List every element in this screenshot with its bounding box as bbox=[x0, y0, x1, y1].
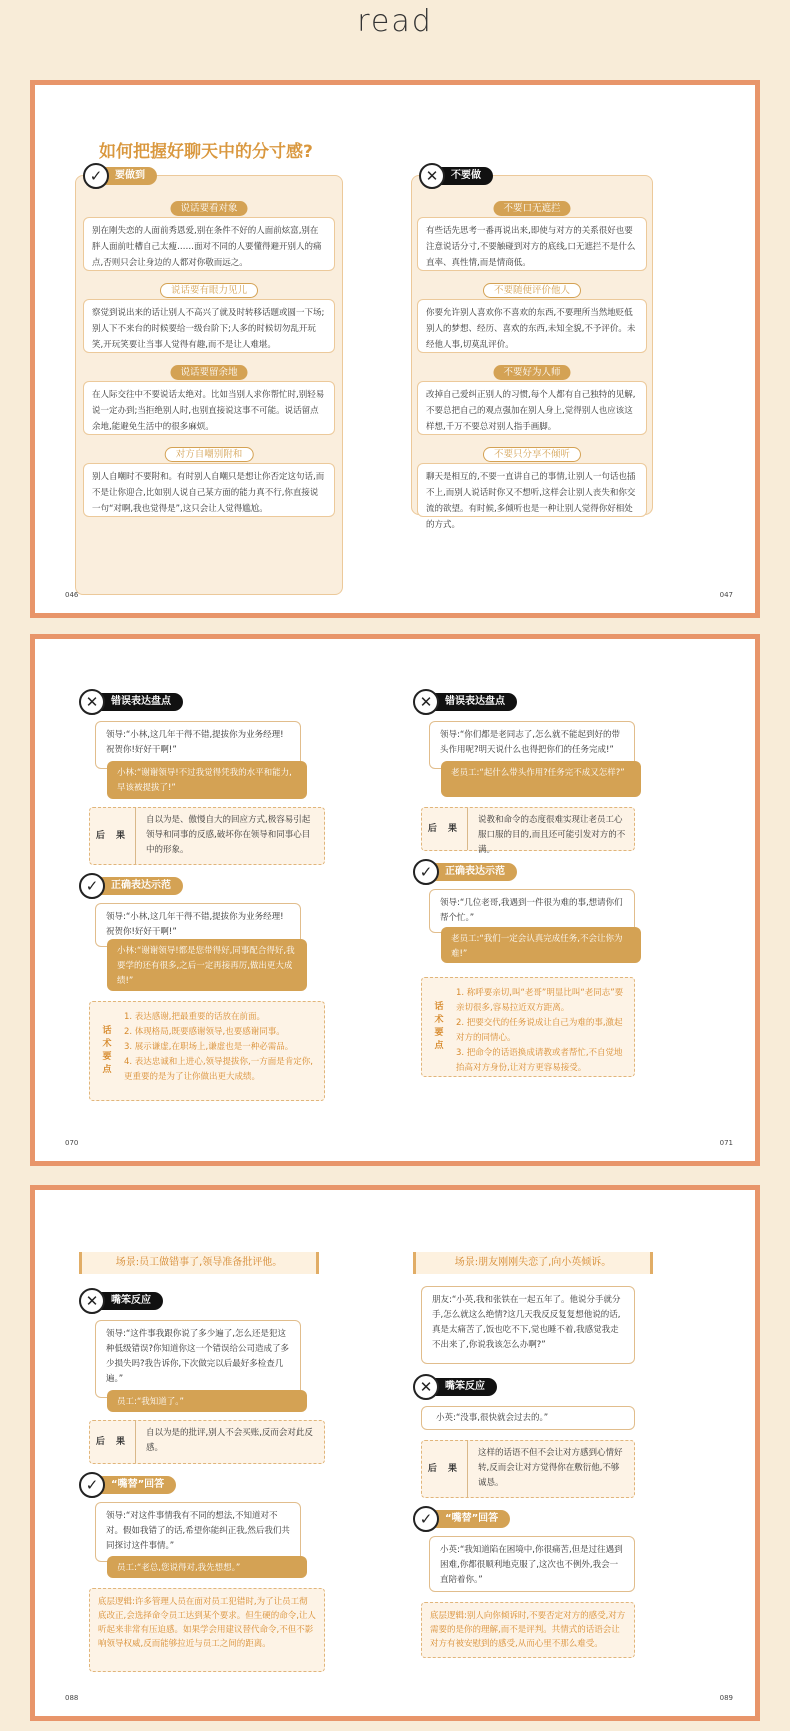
page-number: 071 bbox=[719, 1139, 733, 1147]
sub-heading: 说话要看对象 bbox=[170, 201, 247, 216]
page-title: 如何把握好聊天中的分寸感? bbox=[99, 142, 313, 162]
sub-heading: 说话要留余地 bbox=[170, 365, 247, 380]
logic-box: 底层逻辑:许多管理人员在面对员工犯错时,为了让员工彻底改正,会选择命令员工达到某个要求。但生硬的命令,让人听起来非常有压迫感。如果学会用建议替代命令,不但不影响领导权威,反而能够拉近与员工之间的距离。 bbox=[89, 1588, 325, 1672]
cross-icon: ✕ bbox=[413, 689, 439, 715]
consequence-box bbox=[421, 1440, 635, 1498]
check-icon: ✓ bbox=[413, 859, 439, 885]
check-icon: ✓ bbox=[79, 873, 105, 899]
badge-label: 正确表达示范 bbox=[427, 863, 517, 881]
sub-heading: 不要口无遮拦 bbox=[493, 201, 570, 216]
friend-intro: 朋友:“小英,我和张铁在一起五年了。他说分手就分手,怎么就这么绝情?这几天我反反复复想他说的话,真是太痛苦了,饭也吃不下,觉也睡不着,我感觉我走不出来了,你说我该怎么办啊?” bbox=[421, 1286, 635, 1364]
wrong-badge bbox=[413, 691, 517, 713]
consequence-box bbox=[89, 1420, 325, 1464]
scene-label: 场景: bbox=[115, 1257, 140, 1268]
tips-label: 话术要点 bbox=[102, 1026, 112, 1075]
cross-icon: ✕ bbox=[413, 1374, 439, 1400]
dialog-reply: 小林:“谢谢领导!都是您带得好,同事配合得好,我要学的还有很多,之后一定再接再厉,做出更大成绩!” bbox=[107, 939, 307, 991]
text-box: 聊天是相互的,不要一直讲自己的事情,让别人一句话也插不上,而别人说话时你又不想听,这样会让别人丧失和你交流的欲望。有时候,多倾听也是一种让别人觉得你好相处的方式。 bbox=[417, 463, 647, 517]
sub-heading: 不要好为人师 bbox=[493, 365, 570, 380]
dialog-reply: 员工:“老总,您说得对,我先想想。” bbox=[107, 1556, 307, 1578]
check-icon: ✓ bbox=[79, 1472, 105, 1498]
dialog-reply: 小英:“没事,很快就会过去的。” bbox=[421, 1406, 635, 1430]
text-box: 在人际交往中不要说话太绝对。比如当别人求你帮忙时,别轻易说一定办到;当拒绝别人时,也别直接说这事不可能。说话留点余地,能避免生活中的很多麻烦。 bbox=[83, 381, 335, 435]
page-046 bbox=[35, 85, 399, 613]
dialog-lead: 领导:“对这件事情我有不同的想法,不知道对不对。假如我错了的话,希望你能纠正我,然后我们共同探讨这件事情。” bbox=[95, 1502, 301, 1562]
spread-2 bbox=[30, 634, 760, 1166]
badge-label: 错误表达盘点 bbox=[427, 693, 517, 711]
tips-box bbox=[421, 977, 635, 1077]
page-070 bbox=[35, 639, 399, 1161]
page-number: 047 bbox=[719, 591, 733, 599]
sub-heading: 对方自嘲别附和 bbox=[165, 447, 254, 462]
badge-label: 正确表达示范 bbox=[93, 877, 183, 895]
consequence-text: 说教和命令的态度很难实现让老员工心服口服的目的,而且还可能引发对方的不满。 bbox=[478, 815, 626, 855]
do-badge bbox=[83, 165, 157, 187]
badge-label: 不要做 bbox=[433, 167, 493, 185]
page-088 bbox=[35, 1190, 399, 1716]
wrong-badge bbox=[413, 1376, 497, 1398]
right-badge bbox=[413, 861, 517, 883]
badge-label: 错误表达盘点 bbox=[93, 693, 183, 711]
dialog-reply: 老员工:“我们一定会认真完成任务,不会让你为难!” bbox=[441, 927, 641, 963]
page-number: 070 bbox=[65, 1139, 79, 1147]
tip-item: 2. 把要交代的任务说成让自己为难的事,激起对方的同情心。 bbox=[456, 1018, 623, 1043]
right-badge bbox=[413, 1508, 510, 1530]
dialog-lead: 领导:“几位老哥,我遇到一件很为难的事,想请你们帮个忙。” bbox=[429, 889, 635, 933]
tips-list bbox=[456, 986, 626, 1076]
text-box: 有些话先思考一番再说出来,即使与对方的关系很好也要注意说话分寸,不要触碰到对方的底线,口无遮拦不是什么直率、真性情,而是情商低。 bbox=[417, 217, 647, 271]
dialog-lead: 领导:“小林,这几年干得不错,提拔你为业务经理!祝贺你!好好干啊!” bbox=[95, 903, 301, 947]
badge-label: 嘴笨反应 bbox=[93, 1292, 163, 1310]
header-title: read bbox=[357, 4, 433, 39]
dont-badge bbox=[419, 165, 493, 187]
text-box: 别人自嘲时不要附和。有时别人自嘲只是想让你否定这句话,而不是让你迎合,比如别人说自己某方面的能力真不行,你直接说一句“对啊,我也觉得是”,这只会让人觉得尴尬。 bbox=[83, 463, 335, 517]
tips-label: 话术要点 bbox=[434, 1002, 444, 1051]
page-089 bbox=[399, 1190, 763, 1716]
sub-heading: 说话要有眼力见儿 bbox=[160, 283, 258, 298]
tip-item: 1. 表达感谢,把最重要的话放在前面。 bbox=[124, 1012, 266, 1022]
header bbox=[0, 0, 790, 46]
consequence-box bbox=[89, 807, 325, 865]
scene-bar bbox=[79, 1252, 319, 1274]
text-box: 别在刚失恋的人面前秀恩爱,别在条件不好的人面前炫富,别在胖人面前吐槽自己太瘦……面对不同的人要懂得避开别人的痛点,否则只会让身边的人都对你敬而远之。 bbox=[83, 217, 335, 271]
consequence-box bbox=[421, 807, 635, 855]
dialog-lead: 领导:“这件事我跟你说了多少遍了,怎么还是犯这种低级错误?你知道你这一个错误给公司造成了多少损失吗?我告诉你,下次做完以后最好多检查几遍。” bbox=[95, 1320, 301, 1398]
badge-label: 要做到 bbox=[97, 167, 157, 185]
scene-text: 员工做错事了,领导准备批评他。 bbox=[139, 1257, 283, 1268]
badge-label: “嘴替”回答 bbox=[93, 1476, 176, 1494]
tips-list bbox=[124, 1010, 316, 1085]
dialog-reply: 员工:“我知道了。” bbox=[107, 1390, 307, 1412]
page-047 bbox=[399, 85, 763, 613]
spread-1 bbox=[30, 80, 760, 618]
text-box: 改掉自己爱纠正别人的习惯,每个人都有自己独特的见解,不要总把自己的观点强加在别人身上,觉得别人也应该这样想,千万不要总对别人指手画脚。 bbox=[417, 381, 647, 435]
consequence-text: 这样的话语不但不会让对方感到心情好转,反而会让对方觉得你在敷衍他,不够诚恳。 bbox=[478, 1448, 623, 1488]
page-number: 046 bbox=[65, 591, 79, 599]
text-box: 察觉到说出来的话让别人不高兴了就及时转移话题或圆一下场;别人下不来台的时候要给一级台阶下;人多的时候切勿乱开玩笑,开玩笑要让当事人觉得有趣,而不是让人难堪。 bbox=[83, 299, 335, 353]
badge-label: 嘴笨反应 bbox=[427, 1378, 497, 1396]
page-number: 089 bbox=[719, 1694, 733, 1702]
page-071 bbox=[399, 639, 763, 1161]
cross-icon: ✕ bbox=[419, 163, 445, 189]
right-badge bbox=[79, 1474, 176, 1496]
dialog-lead: 小英:“我知道陷在困境中,你很痛苦,但是过往遇到困难,你都很顺利地克服了,这次也不例外,我会一直陪着你。” bbox=[429, 1536, 635, 1592]
consequence-label: 后 果 bbox=[422, 808, 468, 850]
consequence-text: 自以为是的批评,别人不会买账,反而会对此反感。 bbox=[146, 1428, 313, 1453]
logic-box: 底层逻辑:别人向你倾诉时,不要否定对方的感受,对方需要的是你的理解,而不是评判。共情式的话语会让对方有被安慰到的感受,从而心里不那么难受。 bbox=[421, 1602, 635, 1658]
consequence-label: 后 果 bbox=[422, 1441, 468, 1497]
scene-label: 场景: bbox=[454, 1257, 479, 1268]
sub-heading: 不要随便评价他人 bbox=[483, 283, 581, 298]
scene-bar bbox=[413, 1252, 653, 1274]
tip-item: 3. 展示谦虚,在职场上,谦虚也是一种必需品。 bbox=[124, 1042, 294, 1052]
scene-text: 朋友刚刚失恋了,向小英倾诉。 bbox=[478, 1257, 612, 1268]
dialog-reply: 老员工:“起什么带头作用?任务完不成又怎样?” bbox=[441, 761, 641, 797]
tip-item: 2. 体现格局,既要感谢领导,也要感谢同事。 bbox=[124, 1027, 285, 1037]
tip-item: 4. 表达忠诚和上进心,领导提拔你,一方面是肯定你,更重要的是为了让你做出更大成绩。 bbox=[124, 1057, 313, 1082]
spread-3 bbox=[30, 1185, 760, 1721]
consequence-label: 后 果 bbox=[90, 808, 136, 864]
text-box: 你要允许别人喜欢你不喜欢的东西,不要理所当然地贬低别人的梦想、经历、喜欢的东西,未知全貌,不予评价。未经他人事,切莫乱评价。 bbox=[417, 299, 647, 353]
sub-heading: 不要只分享不倾听 bbox=[483, 447, 581, 462]
badge-label: “嘴替”回答 bbox=[427, 1510, 510, 1528]
wrong-badge bbox=[79, 1290, 163, 1312]
check-icon: ✓ bbox=[83, 163, 109, 189]
cross-icon: ✕ bbox=[79, 689, 105, 715]
tip-item: 3. 把命令的话语换成请教或者帮忙,不自觉地抬高对方身份,让对方更容易接受。 bbox=[456, 1048, 623, 1073]
check-icon: ✓ bbox=[413, 1506, 439, 1532]
page-number: 088 bbox=[65, 1694, 79, 1702]
dialog-lead: 领导:“小林,这几年干得不错,提拔你为业务经理!祝贺你!好好干啊!” bbox=[95, 721, 301, 769]
consequence-text: 自以为是、傲慢自大的回应方式,极容易引起领导和同事的反感,破坏你在领导和同事心目中的形象。 bbox=[146, 815, 311, 855]
right-badge bbox=[79, 875, 183, 897]
cross-icon: ✕ bbox=[79, 1288, 105, 1314]
consequence-label: 后 果 bbox=[90, 1421, 136, 1463]
tips-box bbox=[89, 1001, 325, 1101]
dialog-reply: 小林:“谢谢领导!不过我觉得凭我的水平和能力,早该被提拔了!” bbox=[107, 761, 307, 799]
tip-item: 1. 称呼要亲切,叫“老哥”明显比叫“老同志”要亲切很多,容易拉近双方距离。 bbox=[456, 988, 624, 1013]
dialog-lead: 领导:“你们都是老同志了,怎么就不能起到好的带头作用呢?明天说什么也得把你们的任务完成!” bbox=[429, 721, 635, 769]
wrong-badge bbox=[79, 691, 183, 713]
